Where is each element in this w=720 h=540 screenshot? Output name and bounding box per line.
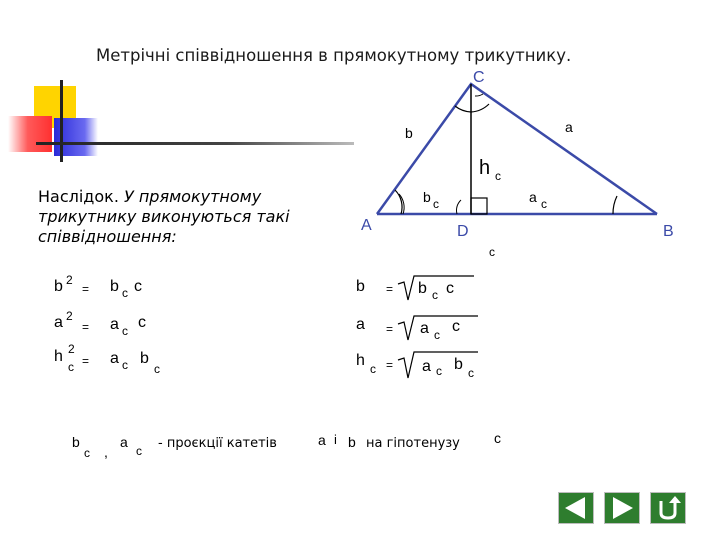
arrow-right-icon bbox=[605, 493, 639, 523]
formula-a-squared: a 2 = a c c bbox=[54, 309, 146, 338]
foot-d-label: D bbox=[457, 223, 469, 240]
decor-red-square bbox=[8, 116, 52, 152]
corollary-heading: Наслідок bbox=[38, 187, 114, 206]
formula-a-root: a = a c c bbox=[356, 316, 496, 346]
angle-c-arc-right bbox=[471, 104, 489, 112]
vertex-b-label: B bbox=[663, 223, 674, 240]
corollary-text: Наслідок. У прямокутному трикутнику виконуються такі співвідношення: bbox=[38, 187, 290, 246]
vertex-a-label: A bbox=[361, 217, 372, 234]
angle-c-small-arc bbox=[475, 94, 483, 96]
side-c-label: c bbox=[489, 245, 495, 259]
formula-h-squared: h 2 c = a c b c bbox=[54, 342, 160, 376]
triangle-diagram bbox=[355, 62, 695, 262]
formula-b-squared: b 2 = b c c bbox=[54, 273, 142, 300]
proj-a-label: a bbox=[529, 189, 537, 205]
projection-note: b c , a c - проєкції катетів a і b на гіпотенузу c bbox=[72, 430, 501, 460]
decor-vertical-line bbox=[60, 80, 63, 162]
height-sub-label: c bbox=[495, 169, 501, 183]
proj-b-sub-label: c bbox=[433, 197, 439, 211]
angle-a-arc bbox=[395, 190, 402, 214]
side-b-label: b bbox=[405, 125, 413, 141]
return-slide-button[interactable] bbox=[650, 492, 686, 524]
proj-b-label: b bbox=[423, 189, 431, 205]
return-arrow-icon bbox=[651, 493, 685, 523]
decor-block bbox=[0, 80, 110, 170]
triangle-outline bbox=[377, 84, 657, 214]
vertex-c-label: C bbox=[473, 69, 485, 86]
page-title: Метрічні співвідношення в прямокутному трикутнику. bbox=[96, 46, 572, 65]
prev-slide-button[interactable] bbox=[558, 492, 594, 524]
formula-b-root: b = b c c bbox=[356, 278, 496, 308]
angle-b-arc bbox=[613, 196, 617, 214]
proj-a-sub-label: c bbox=[541, 197, 547, 211]
right-angle-d-mark bbox=[471, 198, 487, 214]
decor-horizontal-line bbox=[36, 142, 354, 145]
side-a-label: a bbox=[565, 119, 573, 135]
arrow-left-icon bbox=[559, 493, 593, 523]
angle-c-arc-left bbox=[455, 106, 471, 112]
height-label: h bbox=[479, 157, 491, 179]
next-slide-button[interactable] bbox=[604, 492, 640, 524]
angle-d-left-arc bbox=[456, 200, 461, 214]
corollary-body: У прямокутному трикутнику виконуються такі співвідношення: bbox=[38, 187, 290, 246]
formula-h-root: h c = a c b c bbox=[356, 352, 496, 384]
